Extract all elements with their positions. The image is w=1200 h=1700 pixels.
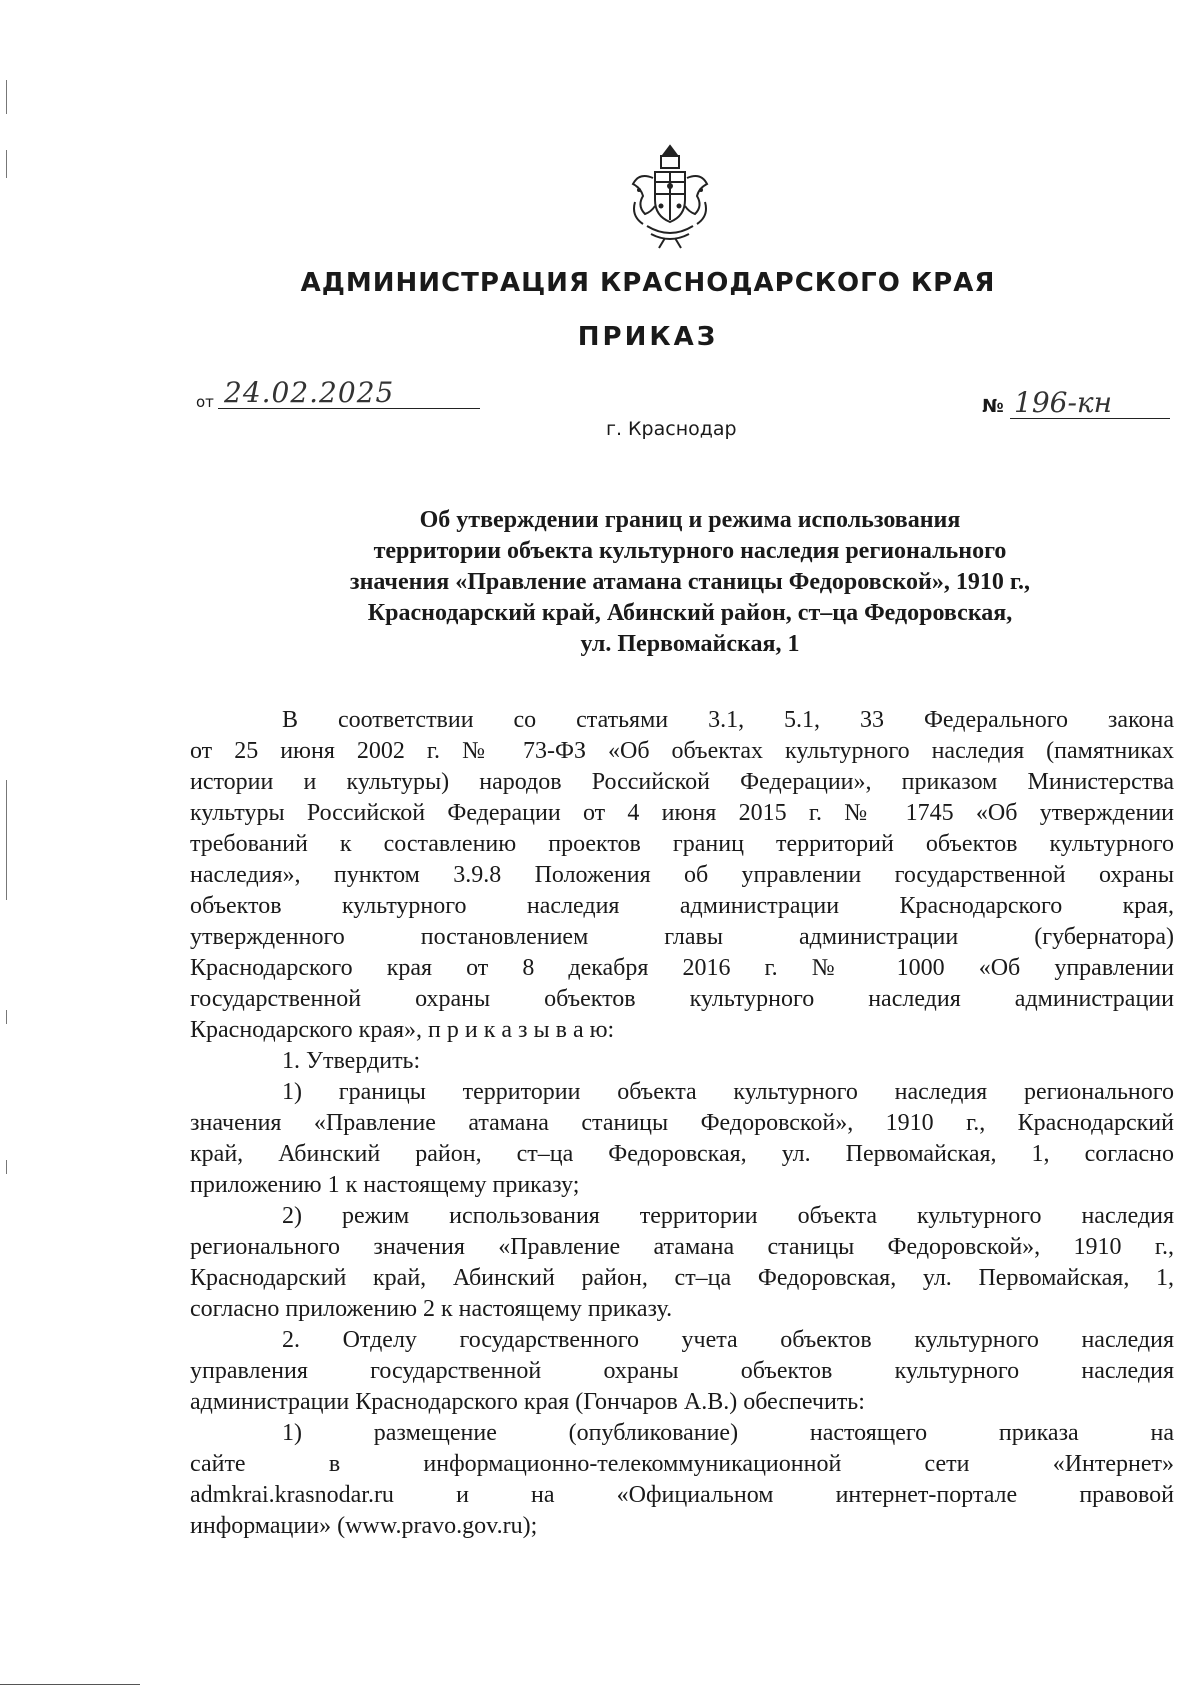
number-underline — [1010, 418, 1170, 419]
body-line: наследия», пунктом 3.9.8 Положения об управлении государственной охраны — [190, 862, 1174, 888]
body-line: admkrai.krasnodar.ru и на «Официальном интернет-портале правовой — [190, 1482, 1174, 1508]
body-line: 2. Отделу государственного учета объектов культурного наследия — [282, 1327, 1174, 1353]
body-line: В соответствии со статьями 3.1, 5.1, 33 Федерального закона — [282, 707, 1174, 733]
scan-edge-mark — [6, 780, 7, 900]
body-line: государственной охраны объектов культурного наследия администрации — [190, 986, 1174, 1012]
date-label: от — [196, 393, 214, 411]
title-line: Об утверждении границ и режима использования — [419, 507, 961, 533]
body-line: Краснодарский край, Абинский район, ст–ца Федоровская, ул. Первомайская, 1, — [190, 1265, 1174, 1291]
handwritten-number: 196-кн — [1014, 386, 1113, 419]
document-type: ПРИКАЗ — [577, 322, 719, 352]
document-body — [190, 705, 1174, 1542]
body-line: Краснодарского края от 8 декабря 2016 г. № 1000 «Об управлении — [190, 955, 1174, 981]
body-line: истории и культуры) народов Российской Федерации», приказом Министерства — [190, 769, 1174, 795]
scan-edge-mark — [6, 1160, 7, 1174]
body-line: регионального значения «Правление атамана станицы Федоровской», 1910 г., — [190, 1234, 1174, 1260]
body-line: управления государственной охраны объектов культурного наследия — [190, 1358, 1174, 1384]
body-line: 1) размещение (опубликование) настоящего приказа на — [282, 1420, 1174, 1446]
body-line: сайте в информационно-телекоммуникационной сети «Интернет» — [190, 1451, 1174, 1477]
handwritten-date: 24.02.2025 — [224, 376, 395, 409]
body-line: культуры Российской Федерации от 4 июня 2015 г. № 1745 «Об утверждении — [190, 800, 1174, 826]
organization-name: АДМИНИСТРАЦИЯ КРАСНОДАРСКОГО КРАЯ — [300, 268, 996, 298]
title-line: Краснодарский край, Абинский район, ст–ца Федоровская, — [367, 600, 1013, 626]
body-line: приложению 1 к настоящему приказу; — [190, 1172, 580, 1198]
title-line: значения «Правление атамана станицы Федоровской», 1910 г., — [349, 569, 1031, 595]
body-line: Краснодарского края», п р и к а з ы в а ю: — [190, 1017, 615, 1043]
scan-edge-mark — [6, 150, 7, 178]
number-label: № — [982, 396, 1004, 417]
body-line: 1) границы территории объекта культурного наследия регионального — [282, 1079, 1174, 1105]
body-line: 1. Утвердить: — [282, 1048, 421, 1074]
coat-of-arms-emblem — [625, 142, 715, 252]
body-line: от 25 июня 2002 г. № 73-ФЗ «Об объектах культурного наследия (памятниках — [190, 738, 1174, 764]
body-line: 2) режим использования территории объекта культурного наследия — [282, 1203, 1174, 1229]
date-underline — [218, 408, 480, 409]
body-line: администрации Краснодарского края (Гончаров А.В.) обеспечить: — [190, 1389, 865, 1415]
scan-edge-mark — [6, 80, 7, 114]
body-line: край, Абинский район, ст–ца Федоровская, ул. Первомайская, 1, согласно — [190, 1141, 1174, 1167]
body-line: информации» (www.pravo.gov.ru); — [190, 1513, 538, 1539]
title-line: территории объекта культурного наследия регионального — [373, 538, 1007, 564]
city: г. Краснодар — [606, 418, 737, 440]
footer-rule — [0, 1684, 140, 1685]
body-line: значения «Правление атамана станицы Федоровской», 1910 г., Краснодарский — [190, 1110, 1174, 1136]
title-line: ул. Первомайская, 1 — [580, 631, 800, 657]
body-line: объектов культурного наследия администрации Краснодарского края, — [190, 893, 1174, 919]
body-line: согласно приложению 2 к настоящему приказу. — [190, 1296, 673, 1322]
scan-edge-mark — [6, 1010, 7, 1024]
document-title — [190, 505, 1190, 660]
body-line: требований к составлению проектов границ территорий объектов культурного — [190, 831, 1174, 857]
body-line: утвержденного постановлением главы администрации (губернатора) — [190, 924, 1174, 950]
